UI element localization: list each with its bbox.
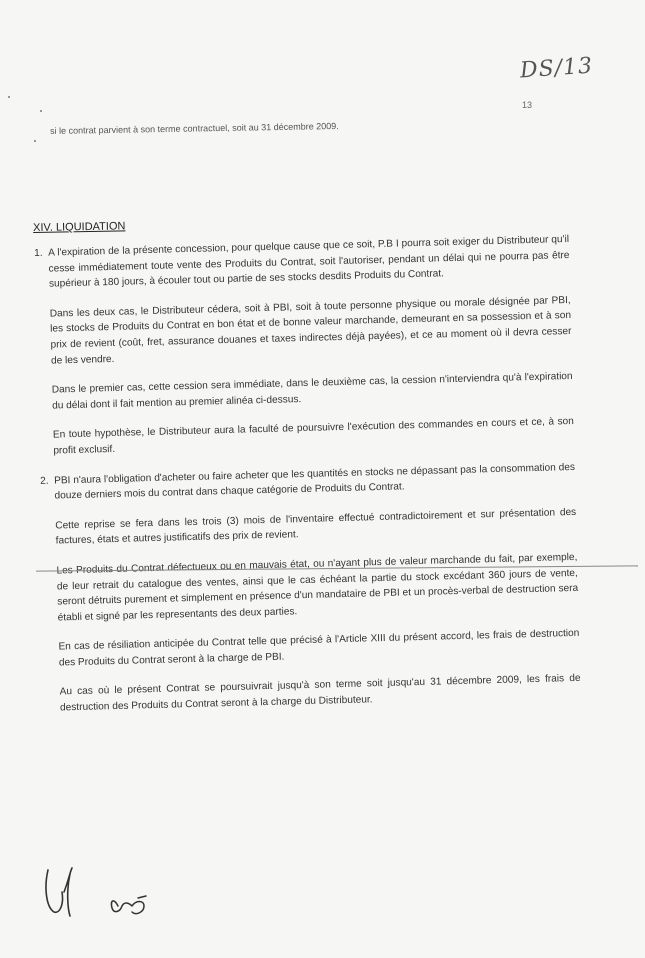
page-number: 13 (522, 100, 533, 110)
continuation-line: si le contrat parvient à son terme contractuel, soit au 31 décembre 2009. (50, 120, 339, 136)
initials-signature (40, 862, 180, 922)
scan-speck (40, 110, 42, 112)
paragraph: Au cas où le présent Contrat se poursuivrait jusqu'à son terme soit jusqu'au 31 décembre 2009, les frais de destruction des Produits du Contrat seront à la charge du Distributeur. (59, 673, 581, 714)
paragraph: Cette reprise se fera dans les trois (3) mois de l'inventaire effectué contradictoirement et sur présentation des factures, états et autres justificatifs des prix de revient. (55, 506, 577, 547)
clause-2 (40, 459, 576, 504)
scan-speck (8, 96, 10, 98)
scan-speck (34, 140, 36, 142)
paragraph: Dans les deux cas, le Distributeur cédera, soit à PBI, soit à toute personne physique ou morale désignée par PBI, les stocks de Produits du Contrat en bon état et de bonne valeur marchande, demeurant en sa possession et à son prix de revient (coût, fret, assurance douanes et taxes indirectes déjà payées), et ce au moment où il devra cesser de les vendre. (49, 294, 572, 367)
paragraph: Dans le premier cas, cette cession sera immédiate, dans le deuxième cas, la cession n'interviendra qu'à l'expiration du délai dont il fait mention au premier alinéa ci-dessus. (51, 371, 573, 412)
clause-number: 1. (34, 247, 43, 259)
clause-number: 2. (40, 475, 49, 487)
paragraph: PBI n'aura l'obligation d'acheter ou faire acheter que les quantités en stocks ne dépassant pas la consommation des douze derniers mois du contrat dans chaque catégorie de Produits du Contrat. (54, 461, 576, 502)
handwritten-reference: DS/13 (519, 53, 594, 84)
paragraph: Les Produits du Contrat défectueux ou en mauvais état, ou n'ayant plus de valeur marchande du fait, par exemple, de leur retrait du catalogue des ventes, ainsi que le cas échéant la partie du stock excédant 360 jours de vente, seront détruits purement et simplement en présence d'un mandataire de PBI et un procès-verbal de destruction sera établi et signé par les representants des deux parties. (56, 551, 579, 624)
paragraph: A l'expiration de la présente concession, pour quelque cause que ce soit, P.B I pourra soit exiger du Distributeur qu'il cesse immédiatement toute vente des Produits du Contrat, soit l'autoriser, pendant un délai qui ne pourra pas être supérieur à 180 jours, à écouler tout ou partie de ses stocks desdits Produits du Contrat. (48, 233, 570, 290)
section-body (34, 232, 582, 730)
paragraph: En cas de résiliation anticipée du Contrat telle que précisé à l'Article XIII du présent accord, les frais de destruction des Produits du Contrat seront à la charge de PBI. (58, 628, 580, 669)
clause-1 (34, 232, 570, 293)
section-heading: XIV. LIQUIDATION (33, 220, 126, 234)
paragraph: En toute hypothèse, le Distributeur aura la faculté de poursuivre l'exécution des commandes en cours et ce, à son profit exclusif. (52, 416, 574, 457)
